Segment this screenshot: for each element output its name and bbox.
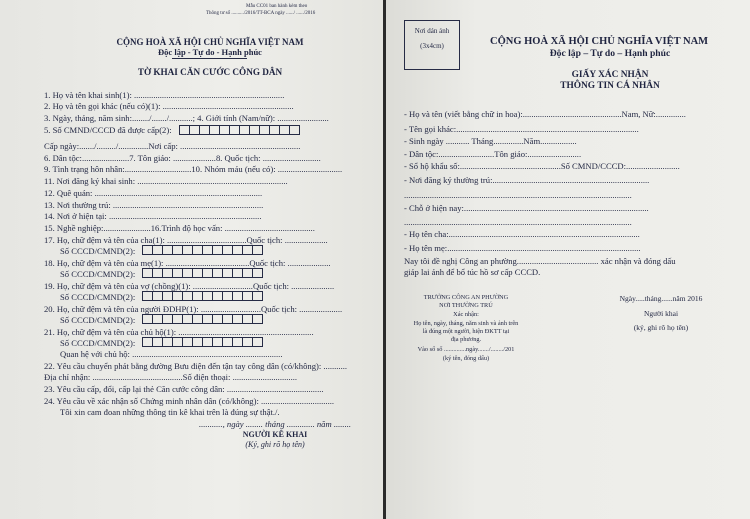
field-household-head[interactable]: 21. Họ, chữ đệm và tên của chủ hộ(1): ...............................................................: [44, 327, 314, 337]
confirmation-title: GIẤY XÁC NHẬN: [571, 70, 649, 80]
police-confirm-line-2: là đúng một người, hiện ĐKTT tại: [422, 328, 510, 335]
form-code-note: Mẫu CC01 ban hành kèm theo: [246, 4, 308, 9]
field-ethnicity-religion[interactable]: 6. Dân tộc:......................7. Tôn giáo: ....................8. Quốc tịch: ...........................: [44, 153, 321, 163]
police-sign-note: (ký tên, đóng dấu): [442, 355, 490, 362]
mother-id-boxes[interactable]: [142, 268, 262, 278]
field-occupation-education[interactable]: 15. Nghề nghiệp:......................16.Trình độ học vấn: ..........................................: [44, 223, 315, 233]
field-current-residence[interactable]: - Chỗ ở hiện nay:......................................................................................: [404, 203, 649, 213]
police-register-number[interactable]: Vào sổ số ..............ngày......./......../201: [417, 346, 515, 353]
country-name: CỘNG HOÀ XÃ HỘI CHỦ NGHĨA VIỆT NAM: [116, 37, 304, 47]
field-id-issued-label: 5. Số CMND/CCCD đã được cấp(2):: [44, 125, 172, 135]
confirmation-subtitle: THÔNG TIN CÁ NHÂN: [560, 81, 660, 91]
police-confirm-label: Xác nhận:: [453, 311, 479, 318]
field-birth-date[interactable]: - Sinh ngày ........... Tháng..............Năm.................: [404, 136, 577, 146]
guardian-id-label: Số CCCD/CMND(2):: [60, 315, 136, 325]
country-name: CỘNG HOÀ XÃ HỘI CHỦ NGHĨA VIỆT NAM: [490, 36, 709, 47]
motto: Độc lập – Tự do – Hạnh phúc: [549, 48, 671, 59]
right-confirmation-page: [386, 0, 750, 519]
spouse-id-boxes[interactable]: [142, 291, 262, 301]
spouse-id-label: Số CCCD/CMND(2):: [60, 292, 136, 302]
field-permanent-address[interactable]: 13. Nơi thường trú: ......................................................................: [44, 200, 264, 210]
field-permanent-registration[interactable]: - Nơi đăng ký thường trú:.........................................................................: [404, 175, 650, 185]
field-father-name[interactable]: 17. Họ, chữ đệm và tên của cha(1): .....................................Quốc tịch: ....................: [44, 235, 328, 245]
field-full-name[interactable]: 1. Họ và tên khai sinh(1): ......................................................................: [44, 90, 285, 100]
police-chief-title: TRƯỞNG CÔNG AN PHƯỜNG: [423, 294, 509, 301]
field-ethnicity-religion[interactable]: - Dân tộc:..........................Tôn giáo:.........................: [404, 149, 582, 159]
id-digit-boxes[interactable]: [179, 125, 299, 135]
police-residence-title: NƠI THƯỜNG TRÚ: [439, 302, 493, 309]
father-id-label: Số CCCD/CMND(2):: [60, 246, 136, 256]
field-household-book-id[interactable]: - Sổ hộ khẩu số:...............................................Số CMND/CCCD:.........................: [404, 161, 680, 171]
declarant-title: Người khai: [643, 309, 679, 318]
declarant-sign-note: (ký, ghi rõ họ tên): [633, 323, 689, 332]
request-statement-cont: giáp lai ảnh để bổ túc hồ sơ cấp CCCD.: [404, 267, 541, 277]
field-hometown[interactable]: 12. Quê quán: ..............................................................................: [44, 188, 263, 198]
police-confirm-line-1: Họ tên, ngày, tháng, năm sinh và ảnh trên: [413, 320, 519, 327]
father-id-boxes[interactable]: [142, 245, 262, 255]
photo-size-label: (3x4cm): [420, 42, 444, 50]
field-postal-delivery[interactable]: 22. Yêu cầu chuyển phát bằng đường Bưu điện đến tận tay công dân (có/không): ...........: [44, 361, 348, 371]
field-current-residence-cont[interactable]: ..........................................................................................................: [404, 217, 632, 227]
request-statement[interactable]: Nay tôi đề nghị Công an phường...................................... xác nhận và đóng dấu: [404, 256, 676, 266]
field-spouse-name[interactable]: 19. Họ, chữ đệm và tên của vợ (chồng)(1): ............................Quốc tịch: ....................: [44, 281, 335, 291]
field-dob-gender[interactable]: 3. Ngày, tháng, năm sinh:......../......./...........; 4. Giới tính (Nam/nữ): ........................: [44, 113, 329, 123]
mother-id-label: Số CCCD/CMND(2):: [60, 269, 136, 279]
household-head-id-boxes[interactable]: [142, 337, 262, 347]
sign-date[interactable]: ..........., ngày ........ tháng ............. năm ........: [198, 419, 352, 429]
field-mother-name[interactable]: 18. Họ, chữ đệm và tên của mẹ(1): .......................................Quốc tịch: ....................: [44, 258, 331, 268]
field-full-name-gender[interactable]: - Họ và tên (viết bằng chữ in hoa):..............................................Nam, Nữ:..............: [404, 109, 686, 119]
field-delivery-address-phone[interactable]: Địa chỉ nhận: ..........................................Số điện thoại: ..............................: [44, 372, 298, 382]
circular-note: Thông tư số ........../2016/TT-BCA ngày ....../ ....../2016: [206, 11, 316, 16]
declarant-title: NGƯỜI KÊ KHAI: [242, 430, 308, 439]
declaration-statement: Tôi xin cam đoan những thông tin kê khai trên là đúng sự thật./.: [60, 407, 280, 417]
form-title: TỜ KHAI CĂN CƯỚC CÔNG DÂN: [137, 67, 283, 77]
field-id-confirmation[interactable]: 24. Yêu cầu về xác nhận số Chứng minh nhân dân (có/không): ..................................: [44, 396, 335, 406]
household-head-id-label: Số CCCD/CMND(2):: [60, 338, 136, 348]
field-other-name[interactable]: 2. Họ và tên gọi khác (nếu có)(1): .............................................................: [44, 101, 294, 111]
field-permanent-registration-cont[interactable]: ..........................................................................................................: [404, 190, 632, 200]
field-mother-name[interactable]: - Họ tên mẹ:..........................................................................................: [404, 243, 641, 253]
motto-underline: [172, 58, 247, 59]
field-relation-to-head[interactable]: Quan hệ với chủ hộ: ......................................................................: [60, 349, 283, 359]
field-card-request[interactable]: 23. Yêu cầu cấp, đổi, cấp lại thẻ Căn cước công dân: .............................................: [44, 384, 324, 394]
field-marital-blood[interactable]: 9. Tình trạng hôn nhân:...............................10. Nhóm máu (nếu có): ..............................: [44, 164, 343, 174]
motto: Độc lập - Tự do - Hạnh phúc: [158, 47, 262, 57]
guardian-id-boxes[interactable]: [142, 314, 262, 324]
field-guardian-name[interactable]: 20. Họ, chữ đệm và tên của người ĐDHP(1): ............................Quốc tịch: ....................: [44, 304, 343, 314]
field-father-name[interactable]: - Họ tên cha:.........................................................................................: [404, 229, 640, 239]
declaration-date[interactable]: Ngày.....tháng......năm 2016: [619, 294, 703, 303]
field-current-address[interactable]: 14. Nơi ở hiện tại: .......................................................................: [44, 211, 262, 221]
declarant-sign-note: (Ký, ghi rõ họ tên): [245, 440, 305, 449]
field-issue-date-place[interactable]: Cấp ngày:......./........./..............Nơi cấp: ........................................................: [44, 141, 301, 151]
photo-label: Nơi dán ảnh: [414, 27, 450, 35]
field-birth-registration[interactable]: 11. Nơi đăng ký khai sinh: ......................................................................: [44, 176, 288, 186]
police-confirm-line-3: địa phương.: [450, 336, 482, 343]
field-other-name[interactable]: - Tên gọi khác:.....................................................................................: [404, 124, 639, 134]
